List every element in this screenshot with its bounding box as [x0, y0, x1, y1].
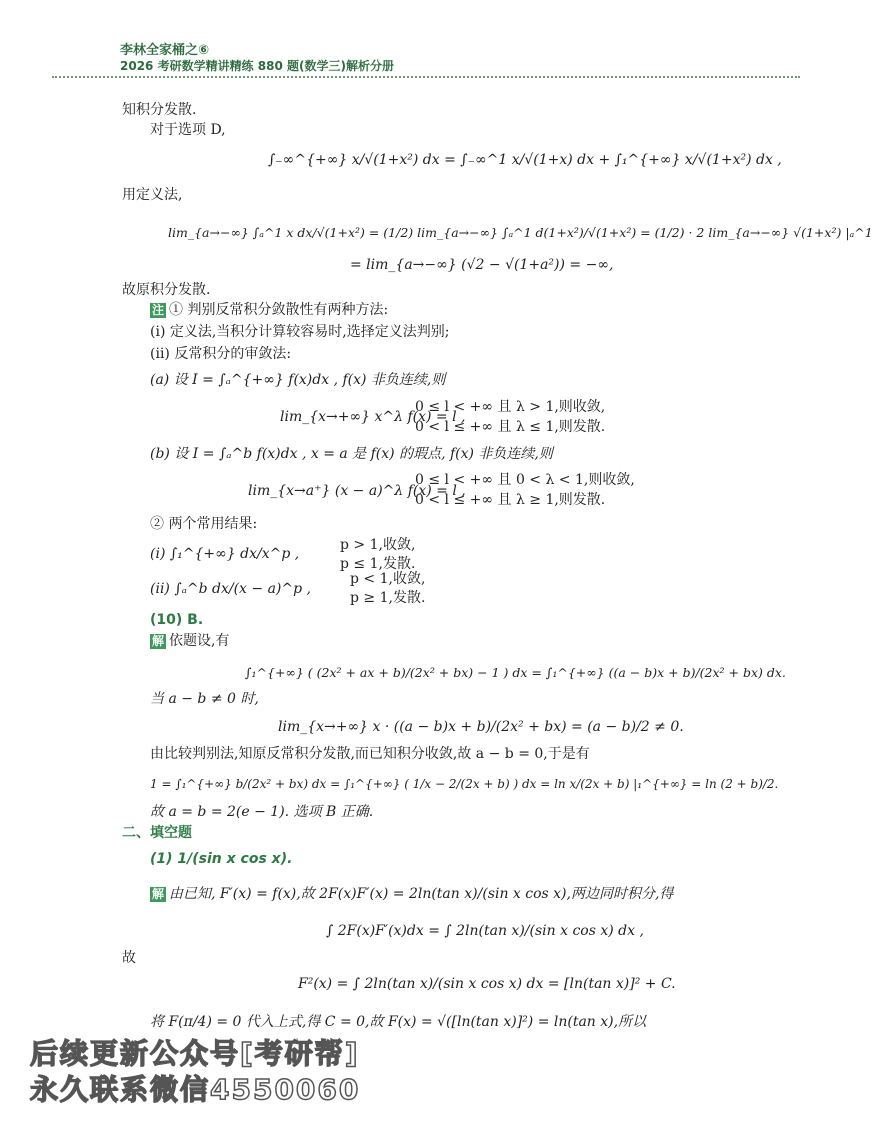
body-line-2: 对于选项 D, [150, 122, 226, 138]
equation-line-32: lim_{x→+∞} x · ((a − b)x + b)/(2x² + bx) = (a − b)/2 ≠ 0. [278, 719, 684, 735]
case-line-25: p < 1,收敛, [350, 571, 426, 587]
solution-line [150, 632, 229, 650]
equation-line-5: lim_{a→−∞} ∫ₐ^1 x dx/√(1+x²) = (1/2) lim_{a→−∞} ∫ₐ^1 d(1+x²)/√(1+x²) = (1/2) · 2 lim_{a→−∞} √(1+x²) |ₐ^1 [168, 225, 873, 240]
body-line-41: 将 F(π/4) = 0 代入上式,得 C = 0,故 F(x) = √([ln(tan x)]²) = ln(tan x),所以 [150, 1014, 647, 1030]
case-line-22: p > 1,收敛, [340, 537, 416, 553]
body-line-24: (ⅱ) ∫ₐ^b dx/(x − a)^p , [150, 581, 311, 597]
equation-line-34: 1 = ∫₁^{+∞} b/(2x² + bx) dx = ∫₁^{+∞} ( 1/x − 2/(2x + b) ) dx = ln x/(2x + b) |₁^{+∞} = ln (2 + b)/2. [150, 777, 779, 791]
note-line [150, 301, 388, 319]
body-line-12: (a) 设 I = ∫ₐ^{+∞} f(x)dx , f(x) 非负连续,则 [150, 372, 446, 388]
case-line-23: p ≤ 1,发散. [340, 556, 416, 572]
equation-line-6: = lim_{a→−∞} (√2 − √(1+a²)) = −∞, [350, 257, 614, 273]
series-title: 李林全家桶之⑥ [120, 43, 210, 58]
answer-1: (1) 1/(sin x cos x). [150, 851, 293, 867]
case-line-14: 0 ≤ l < +∞ 且 λ > 1,则收敛, [415, 399, 606, 415]
section-heading: 二、填空题 [122, 825, 192, 841]
body-line-16: (b) 设 I = ∫ₐ^b f(x)dx , x = a 是 f(x) 的瑕点, f(x) 非负连续,则 [150, 446, 553, 462]
body-line-21: (ⅰ) ∫₁^{+∞} dx/x^p , [150, 546, 300, 562]
solution-tag: 解 [152, 634, 165, 648]
body-line-31: 当 a − b ≠ 0 时, [150, 691, 259, 707]
header-divider [52, 76, 800, 78]
body-line-1: 知积分发散. [122, 102, 197, 118]
note-text: ① 判别反常积分敛散性有两种方法: [169, 302, 389, 318]
body-line-7: 故原积分发散. [122, 282, 211, 298]
equation-line-3: ∫₋∞^{+∞} x/√(1+x²) dx = ∫₋∞^1 x/√(1+x) dx + ∫₁^{+∞} x/√(1+x²) dx , [268, 152, 782, 168]
watermark-line-1: 后续更新公众号[考研帮] [30, 1037, 360, 1070]
equation-line-38: ∫ 2F(x)F′(x)dx = ∫ 2ln(tan x)/(sin x cos x) dx , [326, 923, 644, 939]
book-title: 2026 考研数学精讲精练 880 题(数学三)解析分册 [120, 59, 394, 73]
body-line-4: 用定义法, [122, 187, 183, 203]
body-line-35: 故 a = b = 2(e − 1). 选项 B 正确. [150, 804, 374, 820]
solution-text: 依题设,有 [169, 633, 230, 649]
equation-line-40: F²(x) = ∫ 2ln(tan x)/(sin x cos x) dx = [ln(tan x)]² + C. [298, 976, 676, 992]
watermark-line-2: 永久联系微信4550060 [30, 1073, 361, 1106]
equation-line-30: ∫₁^{+∞} ( (2x² + ax + b)/(2x² + bx) − 1 ) dx = ∫₁^{+∞} ((a − b)x + b)/(2x² + bx) dx. [245, 665, 786, 680]
solution-line-2 [150, 885, 673, 903]
case-line-26: p ≥ 1,发散. [350, 590, 426, 606]
body-line-20: ② 两个常用结果: [150, 516, 258, 532]
limit-line-13: lim_{x→+∞} x^λ f(x) = l , [280, 409, 466, 425]
case-line-18: 0 ≤ l < +∞ 且 0 < λ < 1,则收敛, [415, 472, 635, 488]
answer-10: (10) B. [150, 612, 204, 628]
case-line-15: 0 < l ≤ +∞ 且 λ ≤ 1,则发散. [415, 419, 606, 435]
body-line-11: (ⅱ) 反常积分的审敛法: [150, 346, 292, 362]
solution-text-2: 由已知, F′(x) = f(x),故 2F(x)F′(x) = 2ln(tan x)/(sin x cos x),两边同时积分,得 [169, 886, 674, 902]
solution-tag-2: 解 [152, 887, 165, 901]
note-tag: 注 [152, 303, 165, 317]
body-line-10: (ⅰ) 定义法,当积分计算较容易时,选择定义法判别; [150, 324, 450, 340]
body-line-39: 故 [122, 950, 136, 966]
limit-line-17: lim_{x→a⁺} (x − a)^λ f(x) = l , [248, 483, 466, 499]
body-line-33: 由比较判别法,知原反常积分发散,而已知积分收敛,故 a − b = 0,于是有 [150, 746, 590, 762]
case-line-19: 0 < l ≤ +∞ 且 λ ≥ 1,则发散. [415, 492, 606, 508]
